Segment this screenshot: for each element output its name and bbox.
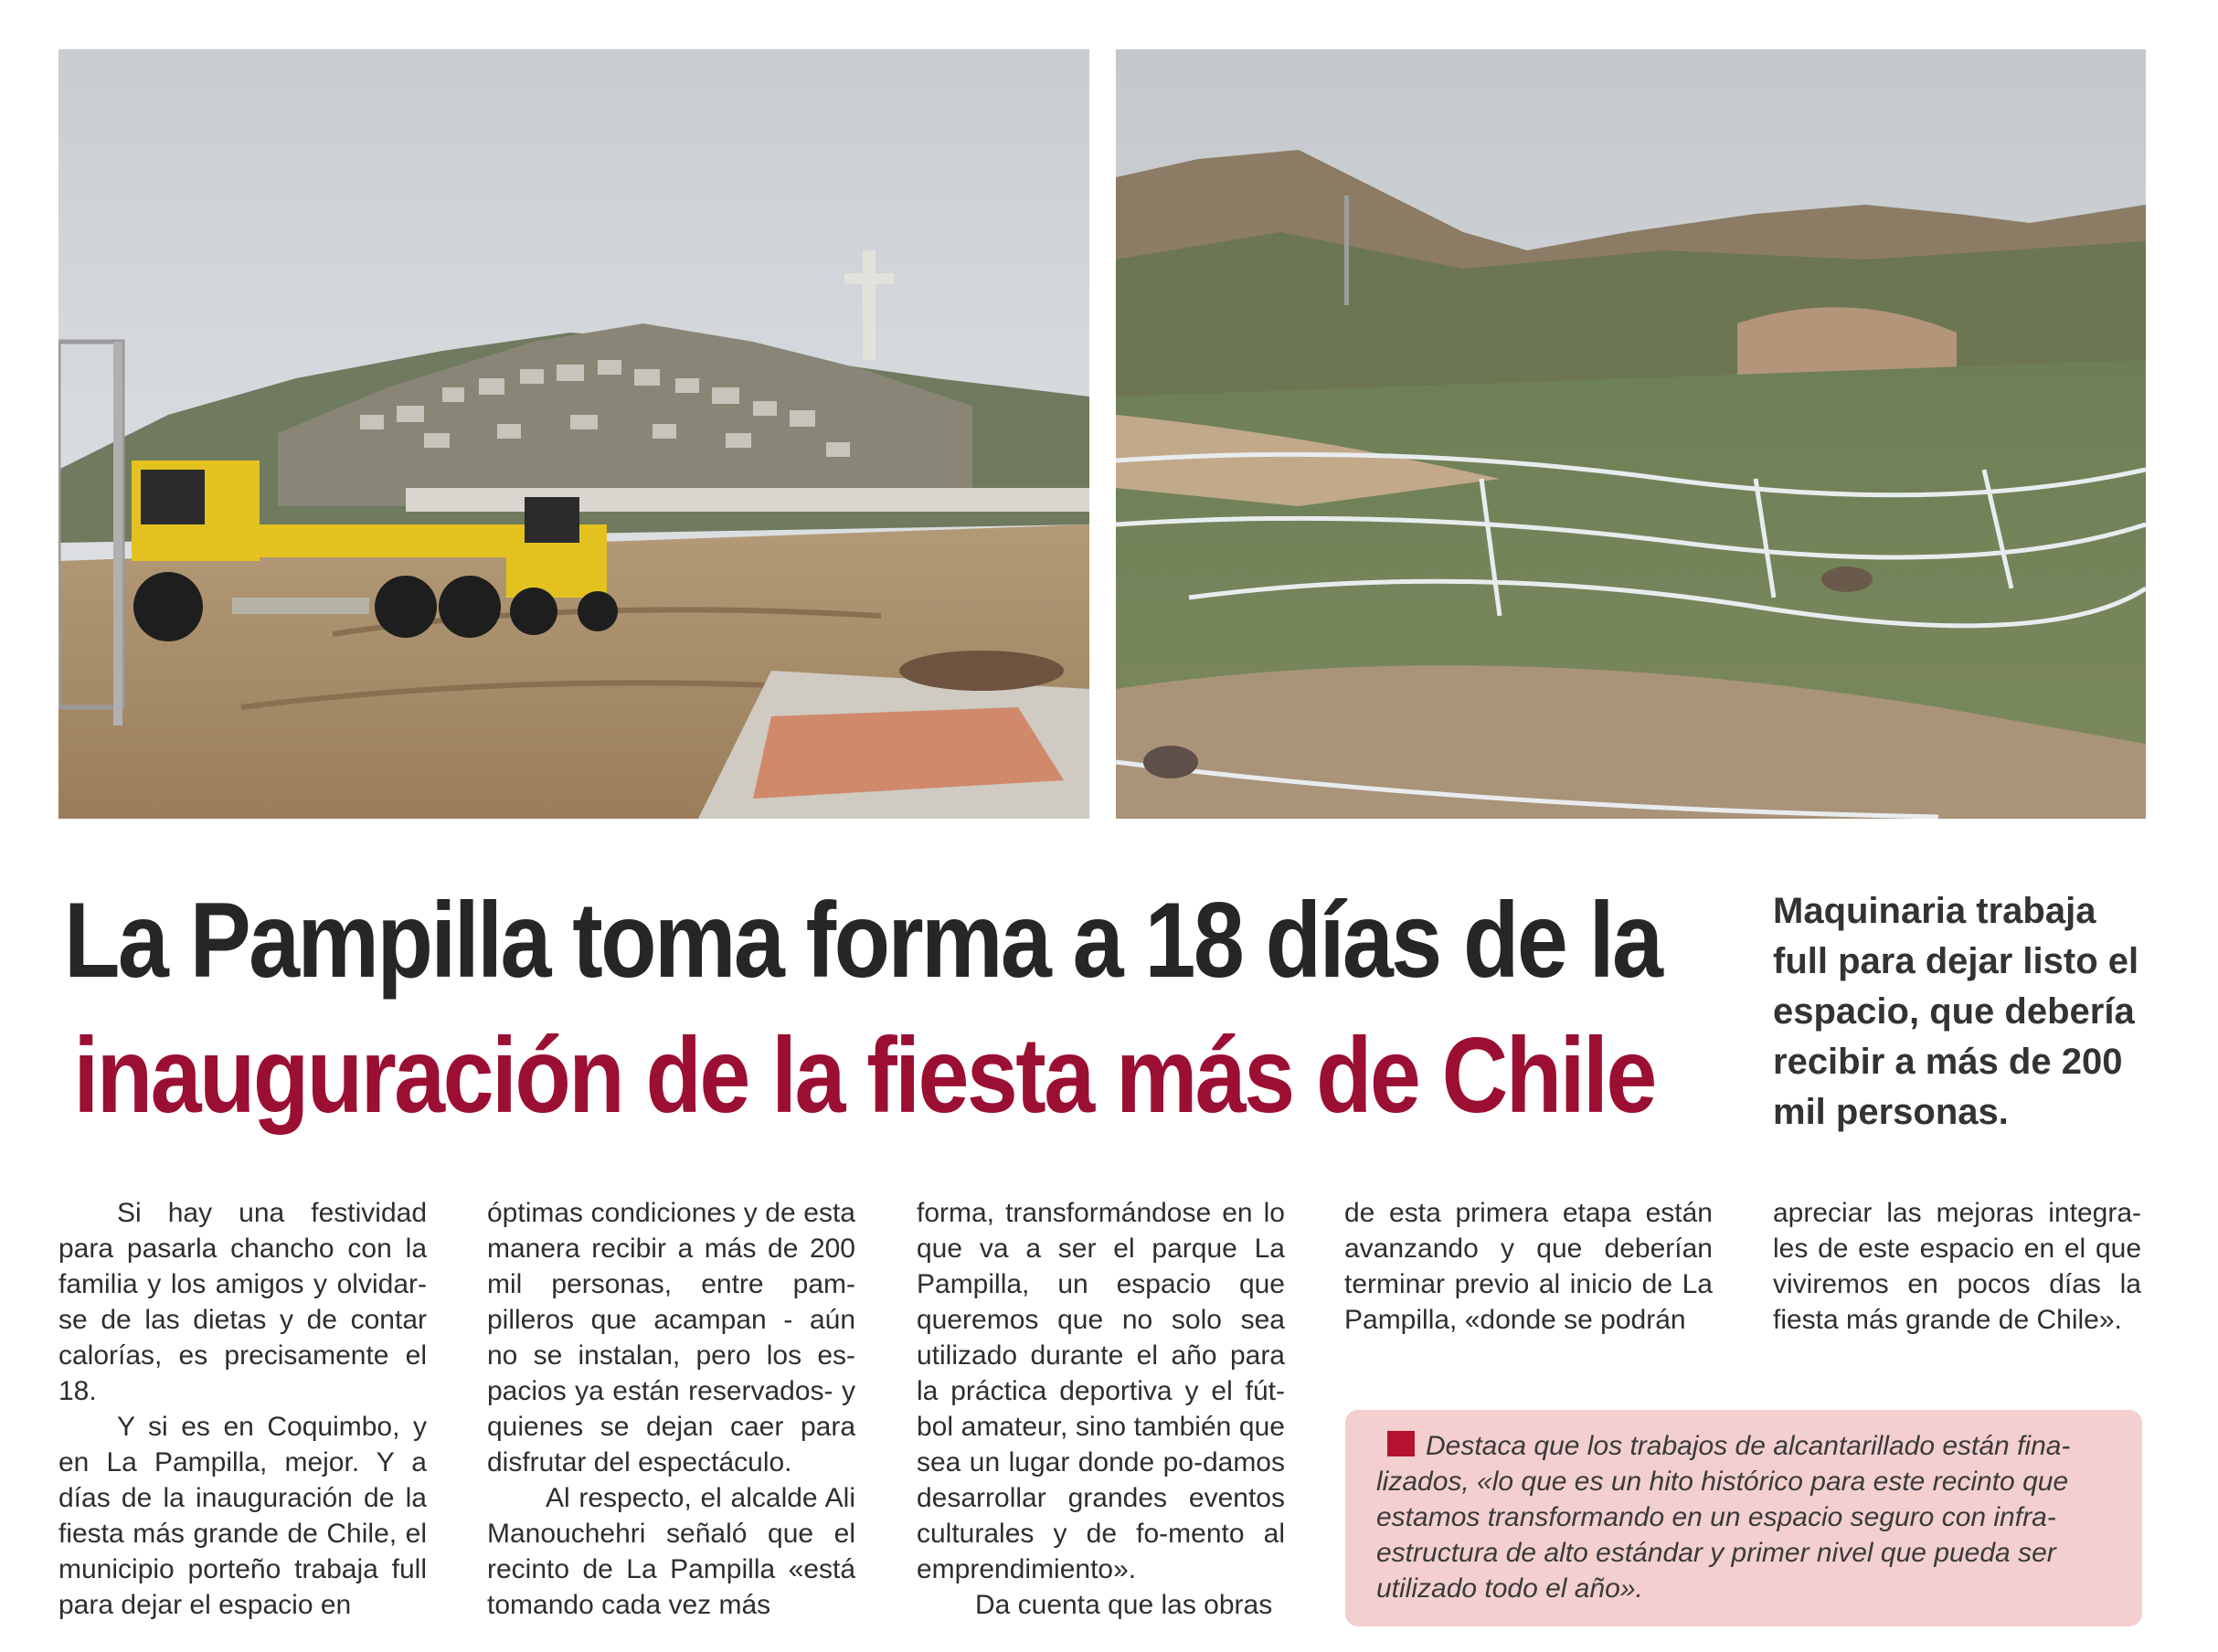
hillside-plots-photo-illustration: [1116, 49, 2146, 819]
paragraph: de esta primera etapa están avanzando y que deberían terminar previo al inicio de La Pampilla, «donde se podrán: [1344, 1198, 1713, 1335]
callout-text: Destaca que los trabajos de alcantarillado están fina-lizados, «lo que es un hito histórico para este recinto que estamos transformando en un espacio seguro con infra-estructura de alto estándar y primer nivel que pueda ser utilizado todo el año».: [1376, 1431, 2071, 1604]
headline: [64, 873, 1661, 1143]
callout-box: [1345, 1410, 2142, 1626]
construction-photo-illustration: [58, 49, 1089, 819]
body-column-2: [487, 1195, 855, 1623]
hillside-plots-photo: [1116, 49, 2146, 819]
construction-photo: [58, 49, 1089, 819]
paragraph: forma, transformándose en lo que va a ser el parque La Pampilla, un espacio que queremos que no solo sea utilizado durante el año para la práctica deportiva y el fút-bol amateur, sino también que sea un lugar donde po-damos desarrollar grandes eventos culturales y de fo-mento al emprendimiento».: [917, 1198, 1285, 1584]
headline-line-2: inauguración de la fiesta más de Chile: [73, 1015, 1655, 1135]
body-column-4: [1344, 1195, 1713, 1338]
square-marker-icon: [1387, 1431, 1415, 1456]
paragraph: Si hay una festividad para pasarla chancho con la familia y los amigos y olvidar-se de las dietas y de contar calorías, es precisamente el 18.: [58, 1198, 427, 1406]
body-column-1: [58, 1195, 427, 1623]
body-column-5: [1773, 1195, 2141, 1338]
headline-line-1: La Pampilla toma forma a 18 días de la: [64, 880, 1661, 1000]
paragraph: apreciar las mejoras integra-les de este espacio en el que viviremos en pocos días la fiesta más grande de Chile».: [1773, 1198, 2141, 1335]
body-column-3: [917, 1195, 1285, 1623]
deck-subheading: Maquinaria trabaja full para dejar listo el espacio, que debería recibir a más de 200 mil personas.: [1773, 891, 2139, 1132]
paragraph: óptimas condiciones y de esta manera recibir a más de 200 mil personas, entre pam-pilleros que acampan - aún no se instalan, pero los es-pacios ya están reservados- y quienes se dejan caer para disfrutar del espectáculo.: [487, 1198, 855, 1477]
paragraph: Al respecto, el alcalde Ali Manouchehri señaló que el recinto de La Pampilla «está tomando cada vez más: [487, 1483, 855, 1620]
paragraph: Y si es en Coquimbo, y en La Pampilla, mejor. Y a días de la inauguración de la fiesta más grande de Chile, el municipio porteño trabaja full para dejar el espacio en: [58, 1412, 427, 1620]
paragraph: Da cuenta que las obras: [975, 1590, 1273, 1620]
